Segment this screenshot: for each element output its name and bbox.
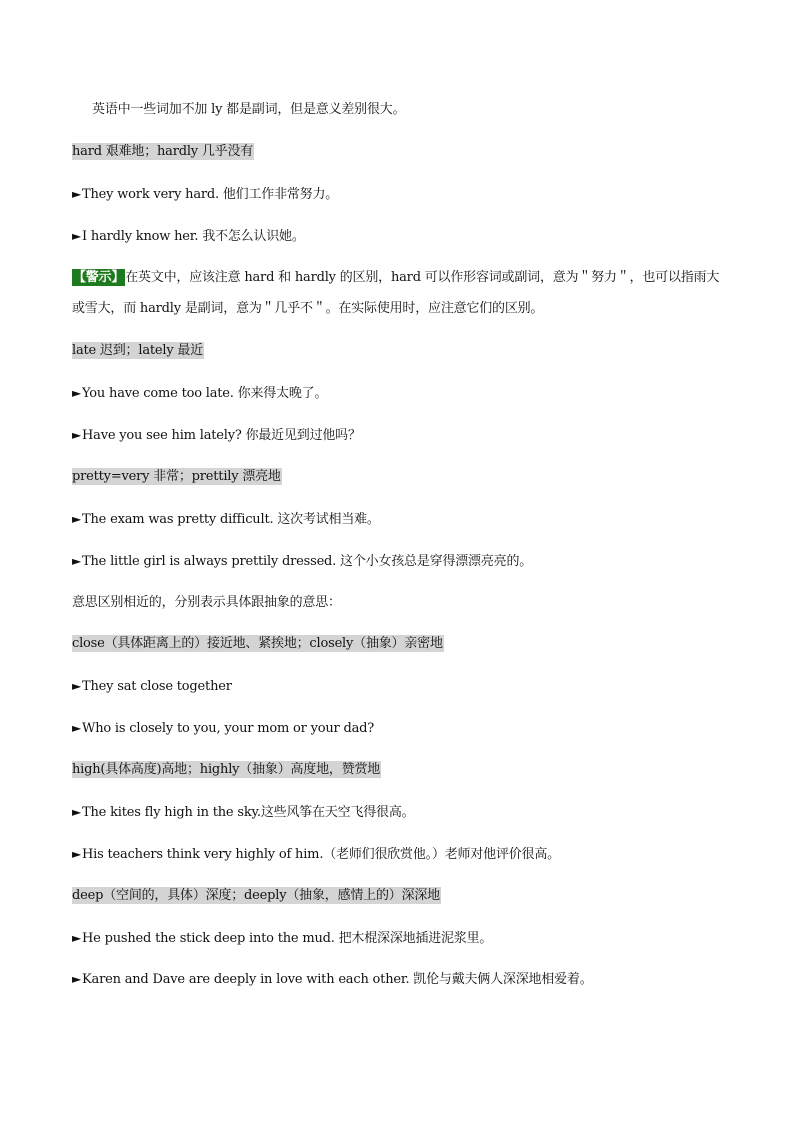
example-sentence	[72, 384, 327, 403]
pair-heading-high	[72, 761, 381, 779]
example-sentence	[72, 510, 380, 529]
example-text: He pushed the stick deep into the mud. 把木棍深深地插进泥浆里。	[82, 931, 493, 946]
warning-paragraph	[72, 262, 724, 324]
highlighted-heading: pretty=very 非常；prettily 漂亮地	[72, 469, 281, 484]
bullet-arrow-icon: ►	[72, 386, 82, 400]
pair-heading-deep	[72, 887, 441, 905]
example-text: They work very hard. 他们工作非常努力。	[82, 187, 339, 202]
bullet-arrow-icon: ►	[72, 847, 82, 861]
example-sentence	[72, 845, 560, 864]
bullet-arrow-icon: ►	[72, 512, 82, 526]
example-text: Karen and Dave are deeply in love with each other. 凯伦与戴夫俩人深深地相爱着。	[82, 972, 593, 987]
example-sentence	[72, 803, 414, 822]
warning-text: 在英文中，应该注意 hard 和 hardly 的区别，hard 可以作形容词或副词，意为＂努力＂，也可以指雨大或雪大，而 hardly 是副词，意为＂几乎不＂。在实际使用时，应注意它们的区别。	[72, 270, 720, 316]
bullet-arrow-icon: ►	[72, 428, 82, 442]
highlighted-heading: hard 艰难地；hardly 几乎没有	[72, 144, 254, 159]
bullet-arrow-icon: ►	[72, 679, 82, 693]
pair-heading-late	[72, 342, 204, 360]
example-sentence	[72, 719, 374, 738]
bullet-arrow-icon: ►	[72, 972, 82, 986]
pair-heading-pretty	[72, 468, 282, 486]
example-text: You have come too late. 你来得太晚了。	[82, 386, 328, 401]
bullet-arrow-icon: ►	[72, 805, 82, 819]
warning-tag: 【警示】	[73, 270, 125, 285]
bullet-arrow-icon: ►	[72, 931, 82, 945]
intro-text: 英语中一些词加不加 ly 都是副词，但是意义差别很大。	[92, 102, 406, 117]
highlighted-heading: late 迟到；lately 最近	[72, 343, 204, 358]
example-text: Have you see him lately? 你最近见到过他吗？	[82, 428, 361, 443]
example-text: The exam was pretty difficult. 这次考试相当难。	[82, 512, 380, 527]
example-sentence	[72, 227, 305, 246]
highlighted-heading: high(具体高度)高地；highly（抽象）高度地，赞赏地	[72, 762, 381, 777]
example-sentence	[72, 970, 593, 989]
example-sentence	[72, 185, 338, 204]
example-sentence	[72, 426, 361, 445]
pair-heading-hard	[72, 143, 254, 161]
example-sentence	[72, 552, 532, 571]
example-text: I hardly know her. 我不怎么认识她。	[82, 229, 305, 244]
example-text: They sat close together	[82, 679, 232, 694]
bullet-arrow-icon: ►	[72, 229, 82, 243]
bullet-arrow-icon: ►	[72, 554, 82, 568]
highlighted-heading: deep（空间的，具体）深度；deeply（抽象，感情上的）深深地	[72, 888, 440, 903]
example-sentence	[72, 677, 232, 696]
highlighted-heading: close（具体距离上的）接近地、紧挨地；closely（抽象）亲密地	[72, 636, 443, 651]
section-note: 意思区别相近的，分别表示具体跟抽象的意思：	[72, 595, 341, 610]
bullet-arrow-icon: ►	[72, 721, 82, 735]
example-text: The kites fly high in the sky.这些风筝在天空飞得很高。	[82, 805, 415, 820]
pair-heading-close	[72, 635, 444, 653]
example-text: The little girl is always prettily dressed. 这个小女孩总是穿得漂漂亮亮的。	[82, 554, 533, 569]
bullet-arrow-icon: ►	[72, 187, 82, 201]
example-sentence	[72, 929, 492, 948]
example-text: His teachers think very highly of him.（老师们很欣赏他。）老师对他评价很高。	[82, 847, 560, 862]
example-text: Who is closely to you, your mom or your dad?	[82, 721, 375, 736]
